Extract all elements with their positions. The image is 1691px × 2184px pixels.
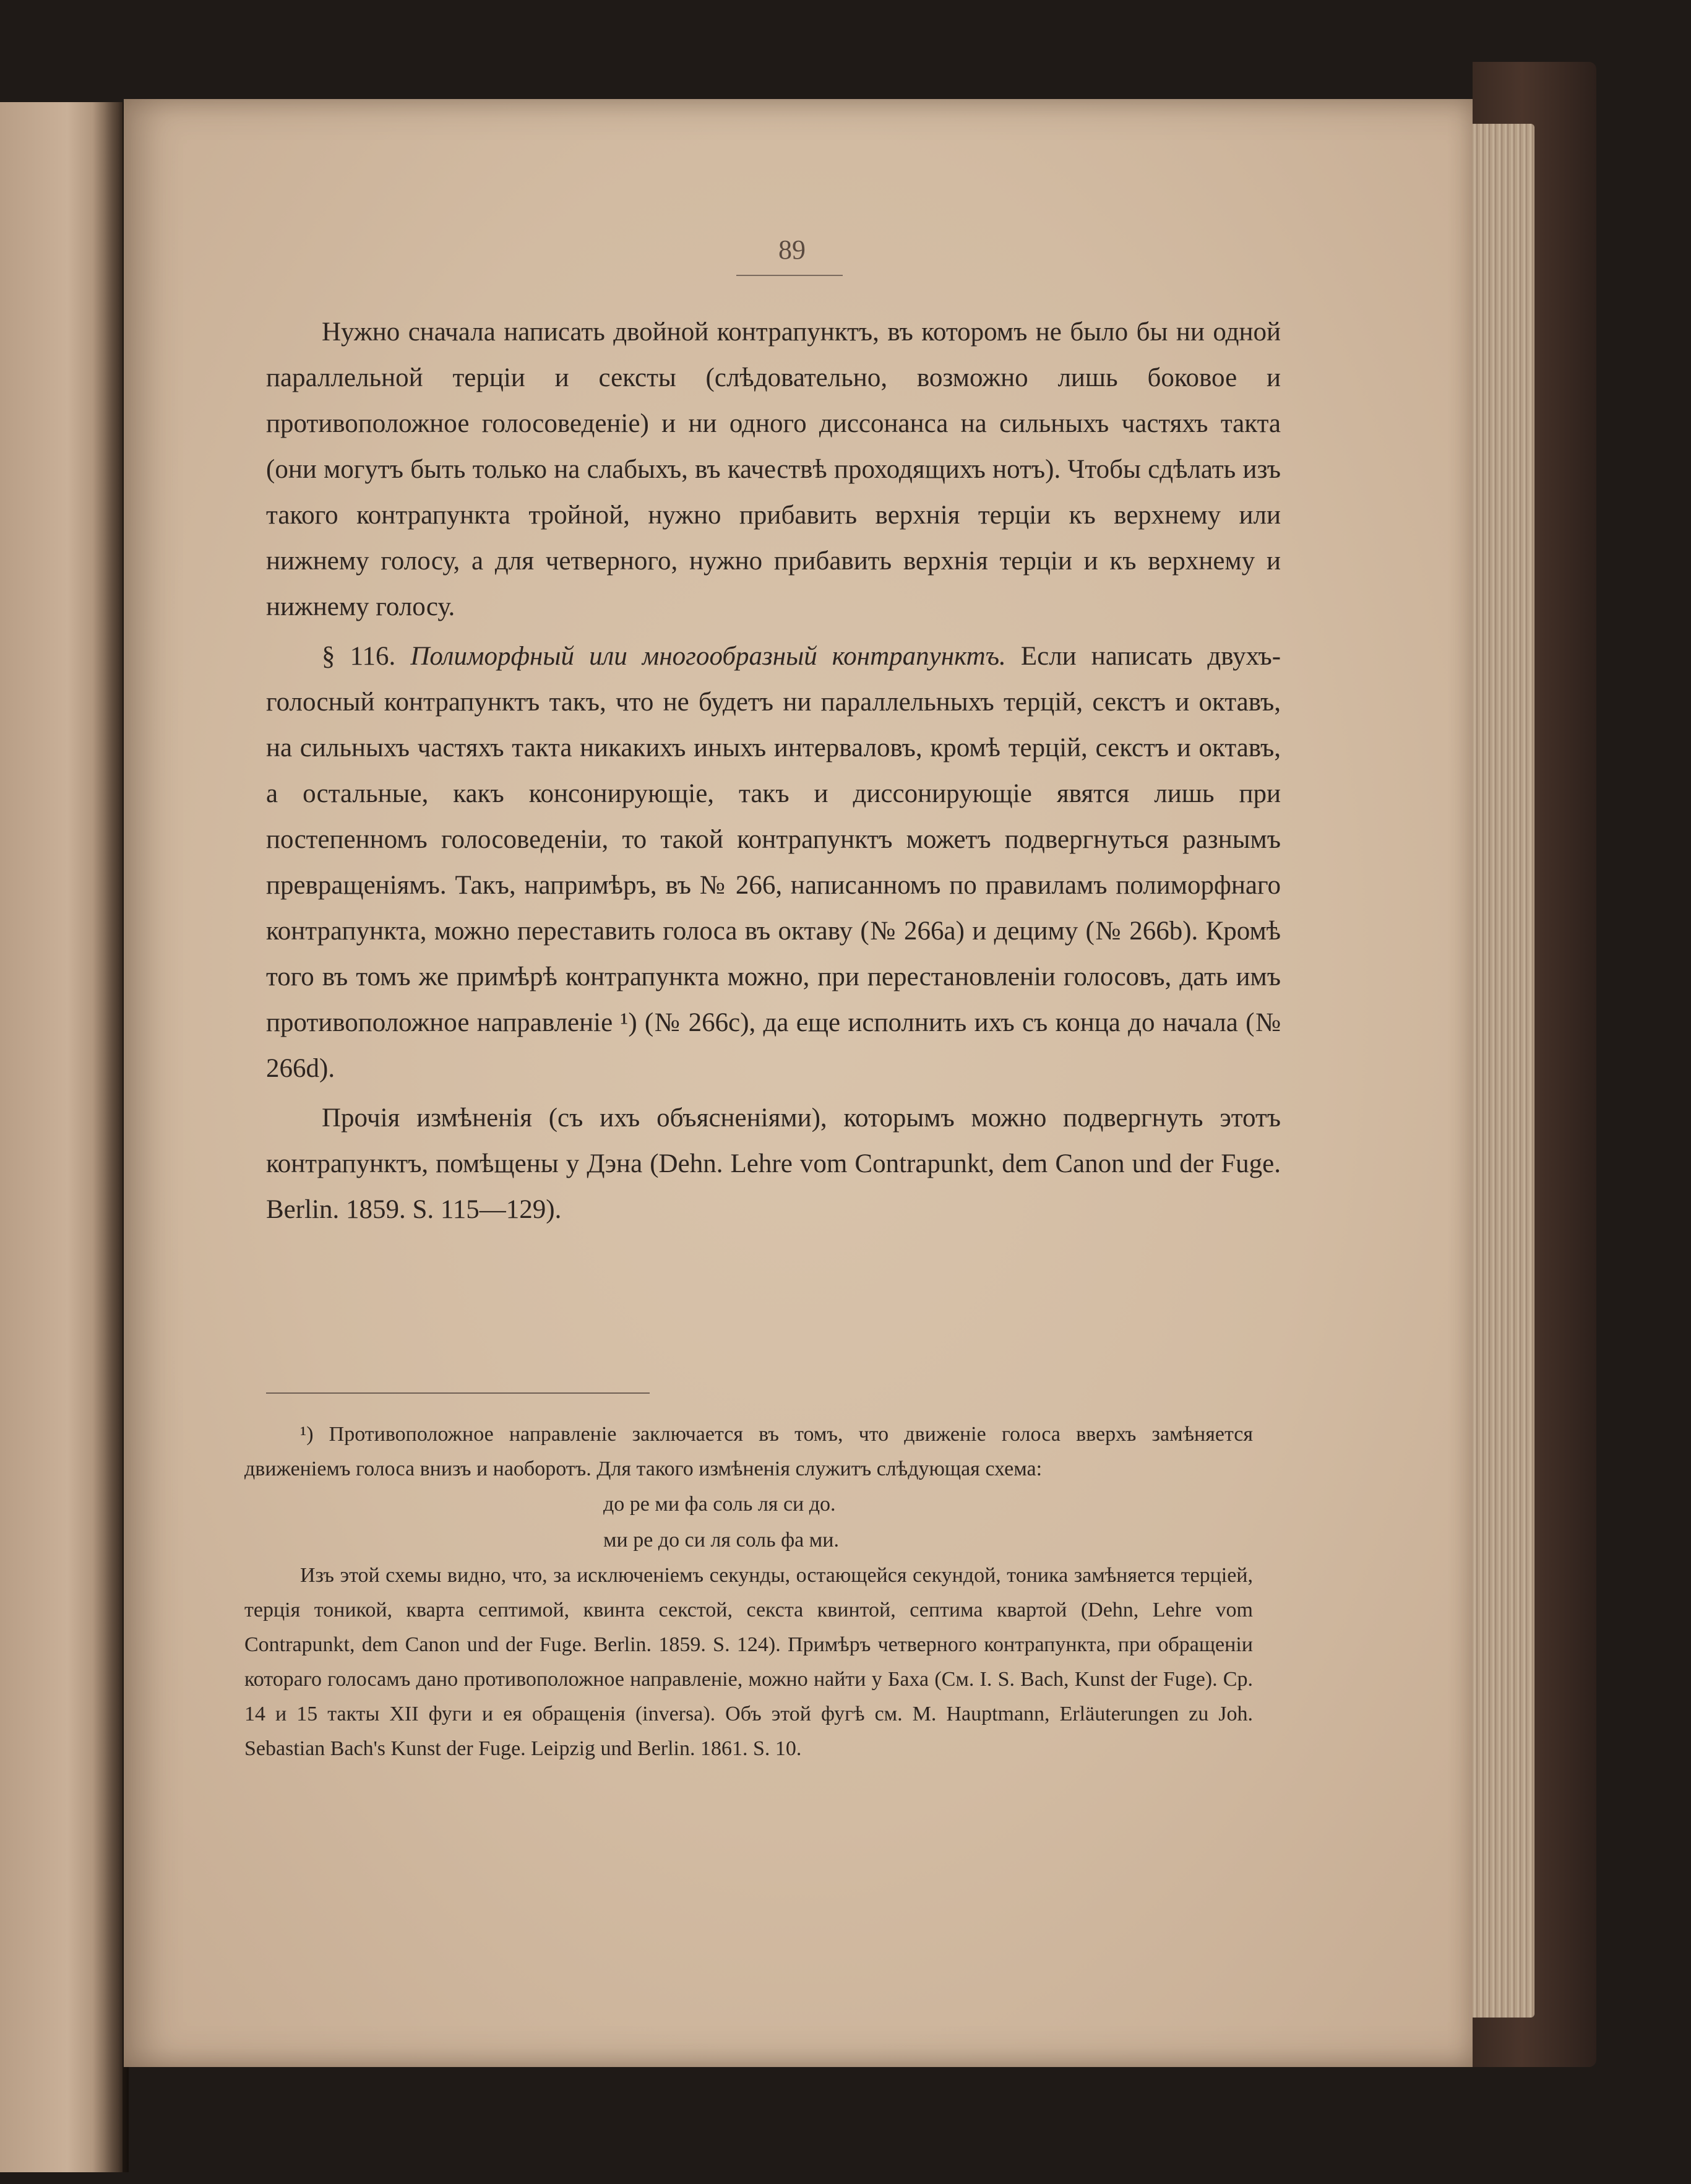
footnote	[244, 1417, 1253, 1766]
section-116	[266, 634, 1281, 1092]
paragraph-1: Нужно сначала написать двойной контрапунктъ, въ которомъ не было бы ни одной параллельной терціи и сексты (слѣдовательно, возможно лишь боковое и противоположное голосоведеніе) и ни одного диссонанса на сильныхъ частяхъ такта (они могутъ быть только на слабыхъ, въ качествѣ проходящихъ нотъ). Чтобы сдѣлать изъ такого контрапункта тройной, нужно прибавить верхнія терціи къ верхнему или нижнему голосу, а для четверного, нужно прибавить верхнія терціи и къ верхнему и нижнему голосу.	[266, 317, 1281, 621]
scheme-line-1: до ре ми фа соль ля си до.	[603, 1493, 836, 1516]
footnote-body: Изъ этой схемы видно, что, за исключеніемъ секунды, остающейся секундой, тоника замѣняется терціей, терція тоникой, кварта септимой, квинта секстой, секста квинтой, септима квартой (Dehn, Lehre vom Contrapunkt, dem Canon und der Fuge. Berlin. 1859. S. 124). Примѣръ четверного контрапункта, при обращеніи котораго голосамъ дано противоположное направленіе, можно найти у Баха (См. I. S. Bach, Kunst der Fuge). Ср. 14 и 15 такты XII фуги и ея обращенія (inversa). Объ этой фугѣ см. M. Hauptmann, Erläuterungen zu Joh. Sebastian Bach's Kunst der Fuge. Leipzig und Berlin. 1861. S. 10.	[244, 1564, 1253, 1760]
main-text	[266, 309, 1281, 1233]
section-title: Полиморфный или многообразный контрапунктъ.	[410, 642, 1006, 671]
footnote-rule	[266, 1392, 650, 1394]
footnote-intro: ¹) Противоположное направленіе заключается въ томъ, что движеніе голоса вверхъ замѣняется движеніемъ голоса внизъ и наоборотъ. Для такого измѣненія служитъ слѣдующая схема:	[244, 1423, 1253, 1480]
header-rule	[736, 275, 843, 276]
page-number: 89	[778, 235, 806, 265]
scheme-line-2: ми ре до си ля соль фа ми.	[603, 1529, 839, 1552]
section-text: Если написать двухъ-голосный контрапунктъ такъ, что не будетъ ни параллельныхъ терцій, секстъ и октавъ, на сильныхъ частяхъ такта никакихъ иныхъ интерваловъ, кромѣ терцій, секстъ и октавъ, а остальные, какъ консонирующіе, такъ и диссонирующіе явятся лишь при постепенномъ голосоведеніи, то такой контрапунктъ можетъ подвергнуться разнымъ превращеніямъ. Такъ, напримѣръ, въ № 266, написанномъ по правиламъ полиморфнаго контрапункта, можно переставить голоса въ октаву (№ 266a) и дециму (№ 266b). Кромѣ того въ томъ же примѣрѣ контрапункта можно, при перестановленіи голосовъ, дать имъ противоположное направленіе ¹) (№ 266c), да еще исполнить ихъ съ конца до начала (№ 266d).	[266, 642, 1281, 1083]
closing-paragraph: Прочія измѣненія (съ ихъ объясненіями), которымъ можно подвергнуть этотъ контрапунктъ, помѣщены у Дэна (Dehn. Lehre vom Contrapunkt, dem Canon und der Fuge. Berlin. 1859. S. 115—129).	[266, 1103, 1281, 1224]
section-number: § 116.	[322, 642, 396, 671]
